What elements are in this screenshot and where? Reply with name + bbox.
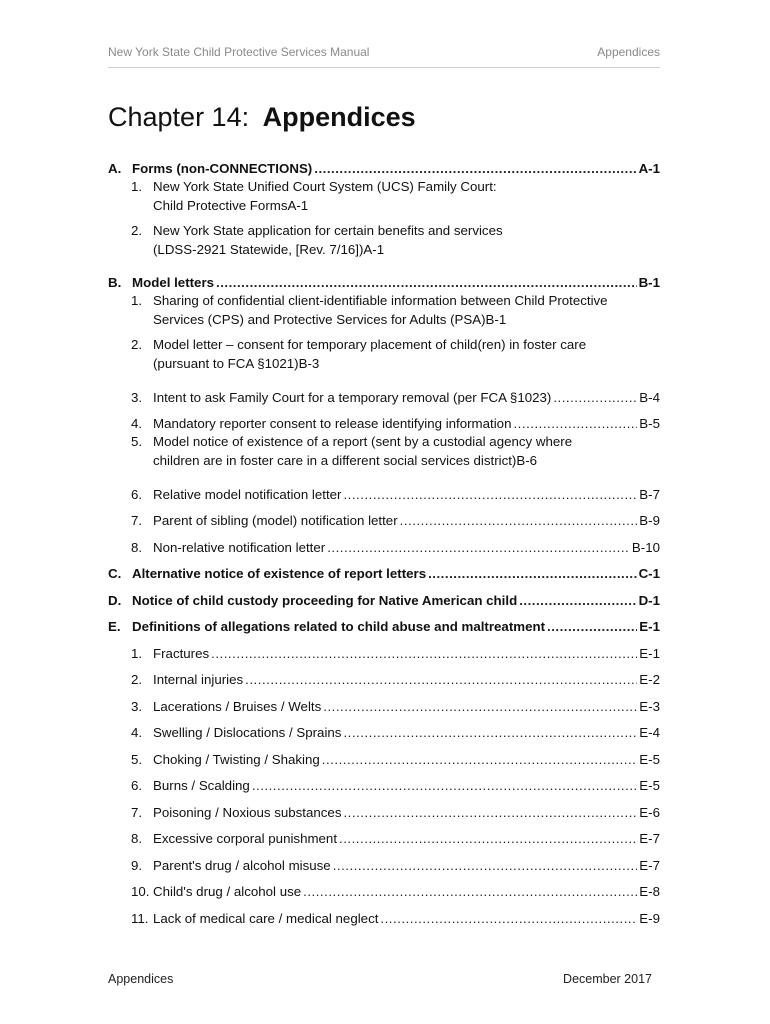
item-number: 10.: [131, 884, 150, 899]
item-number: 5.: [131, 751, 143, 767]
item-number: 7.: [131, 804, 143, 820]
page-number: B-4: [639, 389, 660, 405]
page-number: A-1: [363, 241, 385, 257]
item-title: Lacerations / Bruises / Welts: [153, 698, 322, 714]
item-number: 2.: [131, 222, 143, 238]
item-number: 7.: [131, 513, 143, 528]
item-title-line2: children are in foster care in a different social services district): [153, 453, 517, 468]
toc-item[interactable]: [108, 177, 660, 221]
item-title-line1: New York State application for certain benefits and services: [153, 222, 503, 238]
dot-leader: [323, 699, 637, 715]
running-footer: [108, 972, 652, 986]
item-number: 5.: [131, 434, 143, 449]
item-title: Internal injuries: [153, 672, 244, 687]
toc-item[interactable]: [108, 379, 660, 406]
page-number: E-1: [639, 645, 660, 661]
section-letter: B.: [108, 275, 122, 290]
page-number: B-10: [631, 539, 660, 555]
footer-section: Appendices: [108, 972, 174, 986]
header-section: Appendices: [597, 45, 660, 59]
dot-leader: [339, 831, 637, 847]
header-manual-title: New York State Child Protective Services Manual: [108, 45, 370, 59]
toc-item[interactable]: [108, 503, 660, 530]
dot-leader: [314, 161, 636, 177]
footer-date: December 2017: [563, 972, 652, 986]
page-number: E-7: [639, 831, 660, 846]
section-title: Model letters: [132, 275, 215, 290]
item-title: Parent of sibling (model) notification letter: [153, 513, 398, 528]
item-title: Lack of medical care / medical neglect: [153, 910, 379, 926]
section-title: Definitions of allegations related to child abuse and maltreatment: [132, 619, 546, 634]
toc-section-c[interactable]: [108, 556, 660, 583]
table-of-contents: [108, 150, 660, 927]
item-number: 4.: [131, 725, 143, 740]
item-title-line1: Model letter – consent for temporary placement of child(ren) in foster care: [153, 337, 587, 352]
item-title: Relative model notification letter: [153, 486, 342, 502]
dot-leader: [519, 593, 636, 609]
dot-leader: [303, 884, 637, 900]
item-number: 1.: [131, 178, 143, 194]
page-number: A-1: [638, 160, 660, 176]
dot-leader: [513, 416, 637, 432]
toc-section-d[interactable]: [108, 582, 660, 609]
section-title: Alternative notice of existence of report letters: [132, 566, 427, 581]
item-number: 8.: [131, 831, 143, 846]
page-number: B-1: [638, 275, 660, 290]
toc-item[interactable]: [108, 688, 660, 715]
page-number: E-9: [639, 910, 660, 926]
chapter-name: Appendices: [262, 102, 416, 132]
toc-section-e[interactable]: [108, 609, 660, 636]
item-number: 6.: [131, 778, 143, 793]
section-title: Notice of child custody proceeding for Native American child: [132, 592, 518, 608]
running-header: [108, 45, 660, 68]
item-number: 3.: [131, 698, 143, 714]
item-title-line1: New York State Unified Court System (UCS) Family Court:: [153, 178, 497, 194]
toc-item[interactable]: [108, 874, 660, 901]
dot-leader: [322, 752, 638, 768]
page-number: E-5: [639, 751, 660, 767]
item-title: Non-relative notification letter: [153, 539, 326, 555]
page-number: E-3: [639, 698, 660, 714]
item-title-line1: Sharing of confidential client-identifiable information between Child Protective: [153, 293, 608, 308]
page-number: E-1: [639, 619, 660, 634]
toc-section-a[interactable]: [108, 150, 660, 177]
toc-item[interactable]: [108, 662, 660, 689]
item-number: 1.: [131, 645, 143, 661]
item-number: 4.: [131, 416, 143, 431]
item-number: 2.: [131, 672, 143, 687]
item-title-line2: Child Protective Forms: [153, 197, 288, 213]
item-title-line2: Services (CPS) and Protective Services for Adults (PSA): [153, 312, 486, 327]
toc-item[interactable]: [108, 768, 660, 795]
item-title: Fractures: [153, 645, 210, 661]
page-number: E-8: [639, 884, 660, 899]
toc-item[interactable]: [108, 900, 660, 927]
item-title: Swelling / Dislocations / Sprains: [153, 725, 342, 740]
dot-leader: [343, 805, 637, 821]
item-title: Poisoning / Noxious substances: [153, 804, 342, 820]
dot-leader: [327, 540, 630, 556]
dot-leader: [245, 672, 637, 688]
item-title: Parent's drug / alcohol misuse: [153, 857, 331, 873]
chapter-prefix: Chapter 14:: [108, 102, 250, 132]
dot-leader: [211, 646, 637, 662]
page-number: B-6: [516, 453, 538, 468]
page-number: B-3: [298, 356, 320, 371]
section-letter: D.: [108, 592, 122, 608]
page-number: B-1: [485, 312, 507, 327]
item-number: 11.: [131, 910, 149, 926]
item-title: Child's drug / alcohol use: [153, 884, 302, 899]
section-letter: A.: [108, 160, 122, 176]
item-title-line2: (LDSS-2921 Statewide, [Rev. 7/16]): [153, 241, 364, 257]
dot-leader: [343, 487, 637, 503]
page-number: B-7: [639, 486, 660, 502]
dot-leader: [333, 858, 638, 874]
toc-item[interactable]: [108, 335, 660, 379]
page-number: B-9: [639, 513, 660, 528]
page-title: [108, 102, 416, 133]
page-number: E-2: [639, 672, 660, 687]
item-number: 1.: [131, 293, 143, 308]
dot-leader: [343, 725, 637, 741]
item-title: Mandatory reporter consent to release identifying information: [153, 416, 512, 431]
item-title: Excessive corporal punishment: [153, 831, 338, 846]
item-title: Intent to ask Family Court for a temporary removal (per FCA §1023): [153, 389, 552, 405]
item-number: 3.: [131, 389, 143, 405]
section-letter: E.: [108, 619, 121, 634]
section-letter: C.: [108, 566, 122, 581]
dot-leader: [252, 778, 637, 794]
toc-item[interactable]: [108, 741, 660, 768]
toc-item[interactable]: [108, 406, 660, 433]
toc-item[interactable]: [108, 821, 660, 848]
dot-leader: [547, 619, 637, 635]
page-number: C-1: [638, 566, 660, 581]
page-number: D-1: [638, 592, 660, 608]
item-title: Burns / Scalding: [153, 778, 250, 793]
toc-item[interactable]: [108, 635, 660, 662]
item-title: Choking / Twisting / Shaking: [153, 751, 320, 767]
dot-leader: [380, 911, 637, 927]
toc-section-b[interactable]: [108, 265, 660, 292]
dot-leader: [553, 390, 637, 406]
item-title-line1: Model notice of existence of a report (sent by a custodial agency where: [153, 434, 573, 449]
page-number: E-5: [639, 778, 660, 793]
item-title-line2: (pursuant to FCA §1021): [153, 356, 299, 371]
dot-leader: [400, 513, 638, 529]
toc-item[interactable]: [108, 291, 660, 335]
item-number: 6.: [131, 486, 143, 502]
toc-item[interactable]: [108, 794, 660, 821]
page-number: A-1: [287, 197, 309, 213]
toc-item[interactable]: [108, 221, 660, 265]
toc-item[interactable]: [108, 432, 660, 476]
page-number: B-5: [639, 416, 660, 431]
item-number: 9.: [131, 857, 143, 873]
dot-leader: [216, 275, 637, 291]
item-number: 8.: [131, 539, 143, 555]
toc-item[interactable]: [108, 529, 660, 556]
toc-item[interactable]: [108, 715, 660, 742]
page-number: E-4: [639, 725, 660, 740]
page-number: E-7: [639, 857, 660, 873]
section-title: Forms (non-CONNECTIONS): [132, 160, 313, 176]
toc-item[interactable]: [108, 847, 660, 874]
toc-item[interactable]: [108, 476, 660, 503]
page-number: E-6: [639, 804, 660, 820]
item-number: 2.: [131, 337, 143, 352]
dot-leader: [428, 566, 636, 582]
